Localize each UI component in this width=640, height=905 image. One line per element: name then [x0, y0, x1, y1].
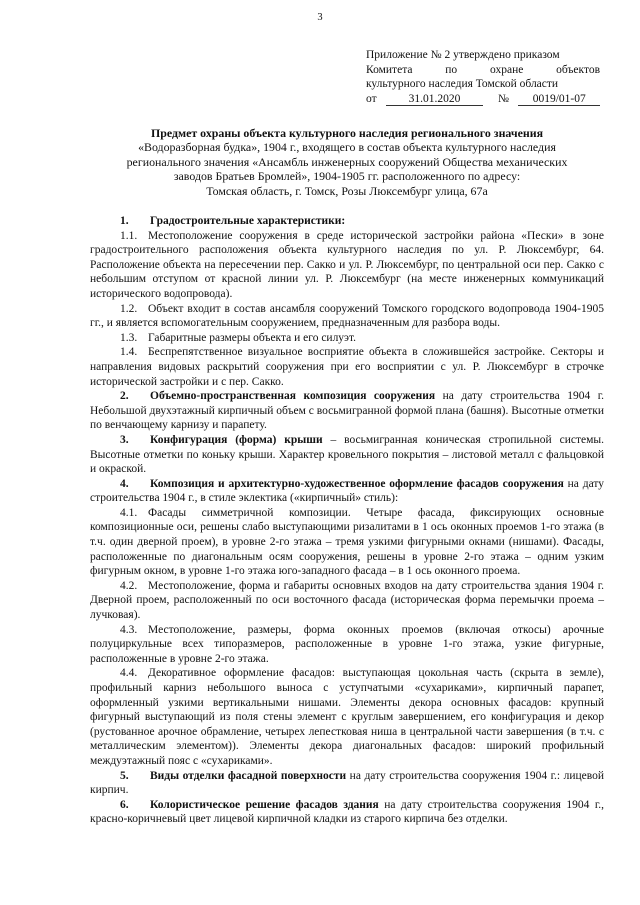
- section-text: на дату строительства сооружения 1904 г.: лицевой кирпич.: [90, 769, 605, 797]
- number-label: №: [498, 92, 509, 105]
- section-number: 4.: [120, 477, 129, 490]
- section-text: – восьмигранная коническая стропильной системы. Высотные отметки по коньку крыши. Характер кровельного покрытия – листовой металл с фальцовкой и окраской.: [90, 433, 604, 476]
- heading-line: Томская область, г. Томск, Розы Люксембург улица, 67а: [206, 183, 488, 198]
- heading-title: Предмет охраны объекта культурного наследия регионального значения: [150, 126, 544, 140]
- section-text: на дату строительства 1904 г., в стиле эклектика («кирпичный» стиль):: [90, 477, 604, 505]
- section-title: Виды отделки фасадной поверхности: [150, 769, 347, 782]
- section-number: 5.: [120, 769, 129, 782]
- paragraph-text: Беспрепятственное визуальное восприятие объекта в сложившейся застройке. Секторы и направления видовых раскрытий сооружения при его восприятии с ул. Р. Люксембург в строчке исторической застройки и с пер. Сакко.: [90, 346, 604, 388]
- section-heading: [90, 477, 604, 506]
- document-body: [90, 214, 604, 827]
- section-title: Объемно-пространственная композиция сооружения: [150, 390, 436, 403]
- heading-line: «Водоразборная будка», 1904 г., входящего в состав объекта культурного наследия: [138, 140, 556, 155]
- date-prefix: от: [366, 92, 377, 105]
- approval-line-2: [366, 63, 600, 78]
- section-title: Конфигурация (форма) крыши: [150, 433, 323, 446]
- paragraph: [90, 229, 604, 302]
- approval-block: [366, 48, 600, 106]
- approval-word: объектов: [556, 63, 600, 76]
- paragraph-number: 4.3.: [120, 623, 138, 636]
- approval-date-line: [366, 92, 600, 107]
- paragraph-text: Местоположение, размеры, форма оконных проемов (включая откосы) арочные полуциркульные всех типоразмеров, расположенные в уровне 1-го этажа, узкие фигурные, расположенные в уровне 2-го этажа.: [90, 623, 604, 665]
- paragraph: [90, 666, 604, 768]
- approval-number: 0019/01-07: [518, 93, 600, 107]
- section-number: 1.: [120, 215, 129, 227]
- paragraph-number: 4.2.: [120, 579, 138, 592]
- paragraph-number: 1.1.: [120, 229, 138, 242]
- paragraph-number: 1.3.: [120, 331, 138, 344]
- section-text: на дату строительства сооружения 1904 г., красно-коричневый цвет лицевой кирпичной кладки из старого кирпича без отделки.: [90, 798, 604, 826]
- approval-word: по: [445, 63, 458, 76]
- section-number: 6.: [120, 798, 129, 811]
- paragraph-number: 1.4.: [120, 346, 138, 359]
- section-heading: [90, 214, 604, 229]
- approval-date: 31.01.2020: [386, 93, 483, 107]
- section-title: Композиция и архитектурно-художественное оформление фасадов сооружения: [150, 477, 564, 490]
- section-heading: [90, 798, 604, 827]
- paragraph-text: Местоположение сооружения в среде исторической застройки района «Пески» в зоне градостроительного расположения объекта культурного наследия по ул. Р. Люксембург, 64. Расположение объекта на пересечении пер. Сакко и ул. Р. Люксембург, по центральной оси пер. Сакко с небольшим отступом от красной линии ул. Р. Люксембург (на месте инженерных коммуникаций исторического водопровода).: [90, 229, 604, 300]
- paragraph-number: 4.4.: [120, 667, 138, 680]
- heading-line: регионального значения «Ансамбль инженерных сооружений Общества механических: [126, 154, 568, 169]
- approval-word: охране: [490, 63, 524, 76]
- paragraph: [90, 345, 604, 389]
- section-number: 3.: [120, 433, 129, 446]
- page-number: 3: [317, 12, 323, 23]
- approval-line-1: Приложение № 2 утверждено приказом: [366, 49, 560, 61]
- heading-line: заводов Братьев Бромлей», 1904-1905 гг. расположенного по адресу:: [173, 169, 521, 184]
- section-heading: [90, 769, 604, 798]
- section-heading: [90, 389, 604, 433]
- paragraph-number: 1.2.: [120, 302, 138, 315]
- paragraph: [90, 302, 604, 331]
- section-title: Градостроительные характеристики:: [150, 215, 346, 227]
- section-heading: [90, 433, 604, 477]
- paragraph-text: Декоративное оформление фасадов: выступающая цокольная часть (скрыта в земле), профильный карниз небольшого выноса с уступчатыми «сухариками», кирпичный парапет, оформленный узкими вертикальными нишами. Элементы декора основных фасадов: крупный фигурный выступающий из поля стены элемент с круглым завершением, его конфигурация и декор (рустованное арочное обрамление, четырех лепестковая ниша в центральной части завершения (в т.ч. с металлическим элементом)). Элементы декора диагональных фасадов: широкий профильный междуэтажный пояс с «сухариками».: [90, 667, 604, 767]
- paragraph-text: Фасады симметричной композиции. Четыре фасада, фиксирующих основные композиционные оси, решены слабо выступающими ризалитами в 1 ось оконных проемов 1-го этажа (в т.ч. один дверной проем), в уровне 2-го этажа – тремя узкими фигурными окнами (нишами). Фасады, расположенные по диагональным осям сооружения, решены в уровне 2-го этажа – одним узким фигурным окном, в уровне 1-го этажа юго-западного фасада – в 1 ось оконного проема.: [90, 506, 604, 578]
- document-heading: [90, 126, 604, 198]
- approval-word: Комитета: [366, 63, 413, 76]
- section-text: на дату строительства 1904 г. Небольшой двухэтажный кирпичный объем с восьмигранной формой плана (башня). Высотные отметки по венчающему карнизу и парапету.: [90, 390, 604, 432]
- paragraph: [90, 331, 604, 346]
- section-title: Колористическое решение фасадов здания: [150, 798, 379, 811]
- section-number: 2.: [120, 390, 129, 403]
- paragraph-text: Местоположение, форма и габариты основных входов на дату строительства здания 1904 г. Дверной проем, расположенный по оси восточного фасада (историческая форма перемычки проема – лучковая).: [90, 579, 604, 622]
- approval-line-3: культурного наследия Томской области: [366, 78, 559, 91]
- paragraph-number: 4.1.: [120, 506, 138, 519]
- paragraph: [90, 506, 604, 579]
- paragraph-text: Объект входит в состав ансамбля сооружений Томского городского водопровода 1904-1905 гг., и является вспомогательным сооружением, предназначенным для разбора воды.: [90, 302, 604, 330]
- paragraph: [90, 579, 604, 623]
- paragraph: [90, 623, 604, 667]
- paragraph-text: Габаритные размеры объекта и его силуэт.: [148, 331, 357, 344]
